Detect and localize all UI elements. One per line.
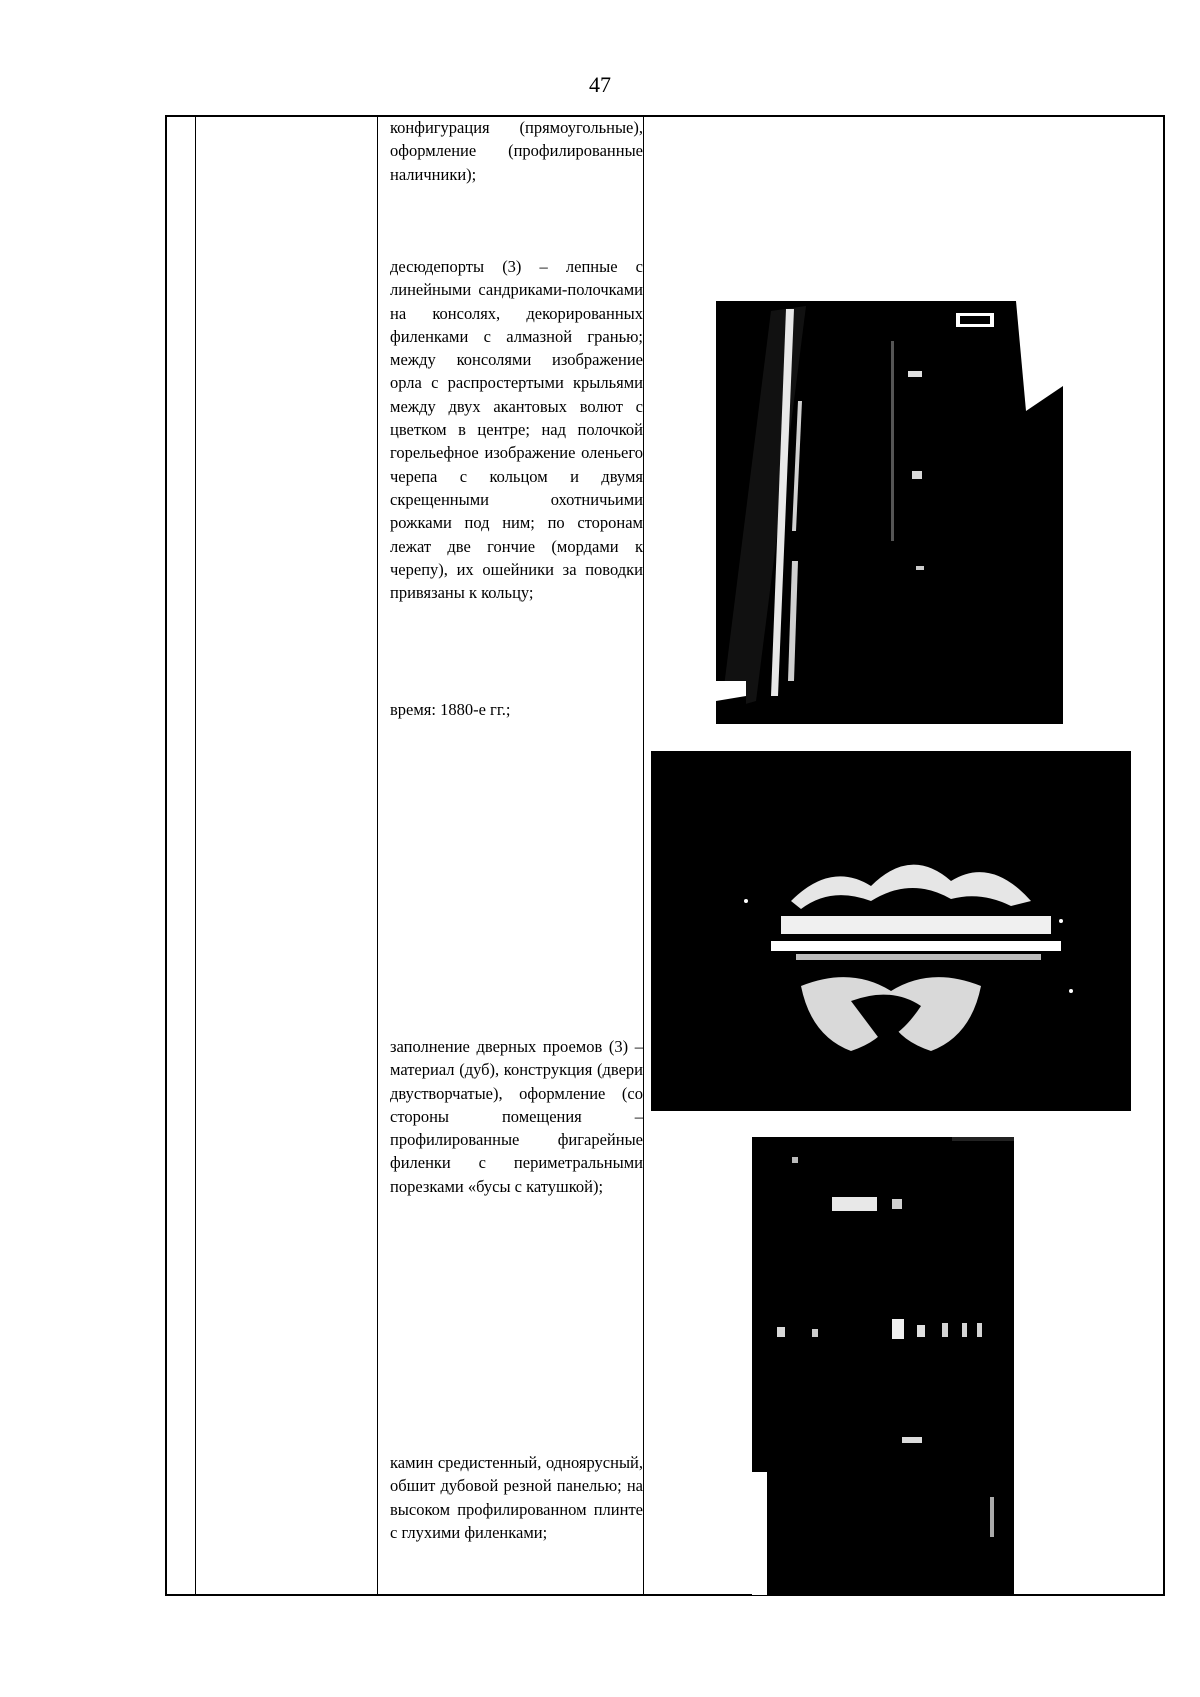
paragraph-desudeports: десюдепорты (3) – лепные с линейными сандриками-полочками на консолях, декорированных филенками с алмазной гранью; между консолями изображение орла с распростертыми крыльями между двух акантовых волют с цветком в центре; над полочкой горельефное изображение оленьего черепа с кольцом и двумя скрещенными охотничьими рожками под ним; по сторонам лежат две гончие (мордами к черепу), их ошейники за поводки привязаны к кольцу; [390,257,643,603]
column-divider [195,117,196,1594]
door-leaf-photo [752,1137,1014,1595]
door-portal-photo [716,301,1063,724]
column-divider [377,117,378,1594]
paragraph-window-config: конфигурация (прямоугольные), оформление (профилированные наличники); [390,118,643,184]
column-divider [643,117,644,1594]
paragraph-time: время: 1880-е гг.; [390,700,511,719]
paragraph-door-fill: заполнение дверных проемов (3) – материал (дуб), конструкция (двери двустворчатые), оформление (со стороны помещения – профилированные фигарейные филенки с периметральными порезками «бусы с катушкой); [390,1037,643,1196]
desudeport-detail-photo [651,751,1131,1111]
description-table [165,115,1165,1596]
page-number: 47 [589,72,611,97]
description-cell [390,117,643,1594]
paragraph-fireplace: камин средистенный, одноярусный, обшит дубовой резной панелью; на высоком профилированном плинте с глухими филенками; [390,1453,643,1542]
